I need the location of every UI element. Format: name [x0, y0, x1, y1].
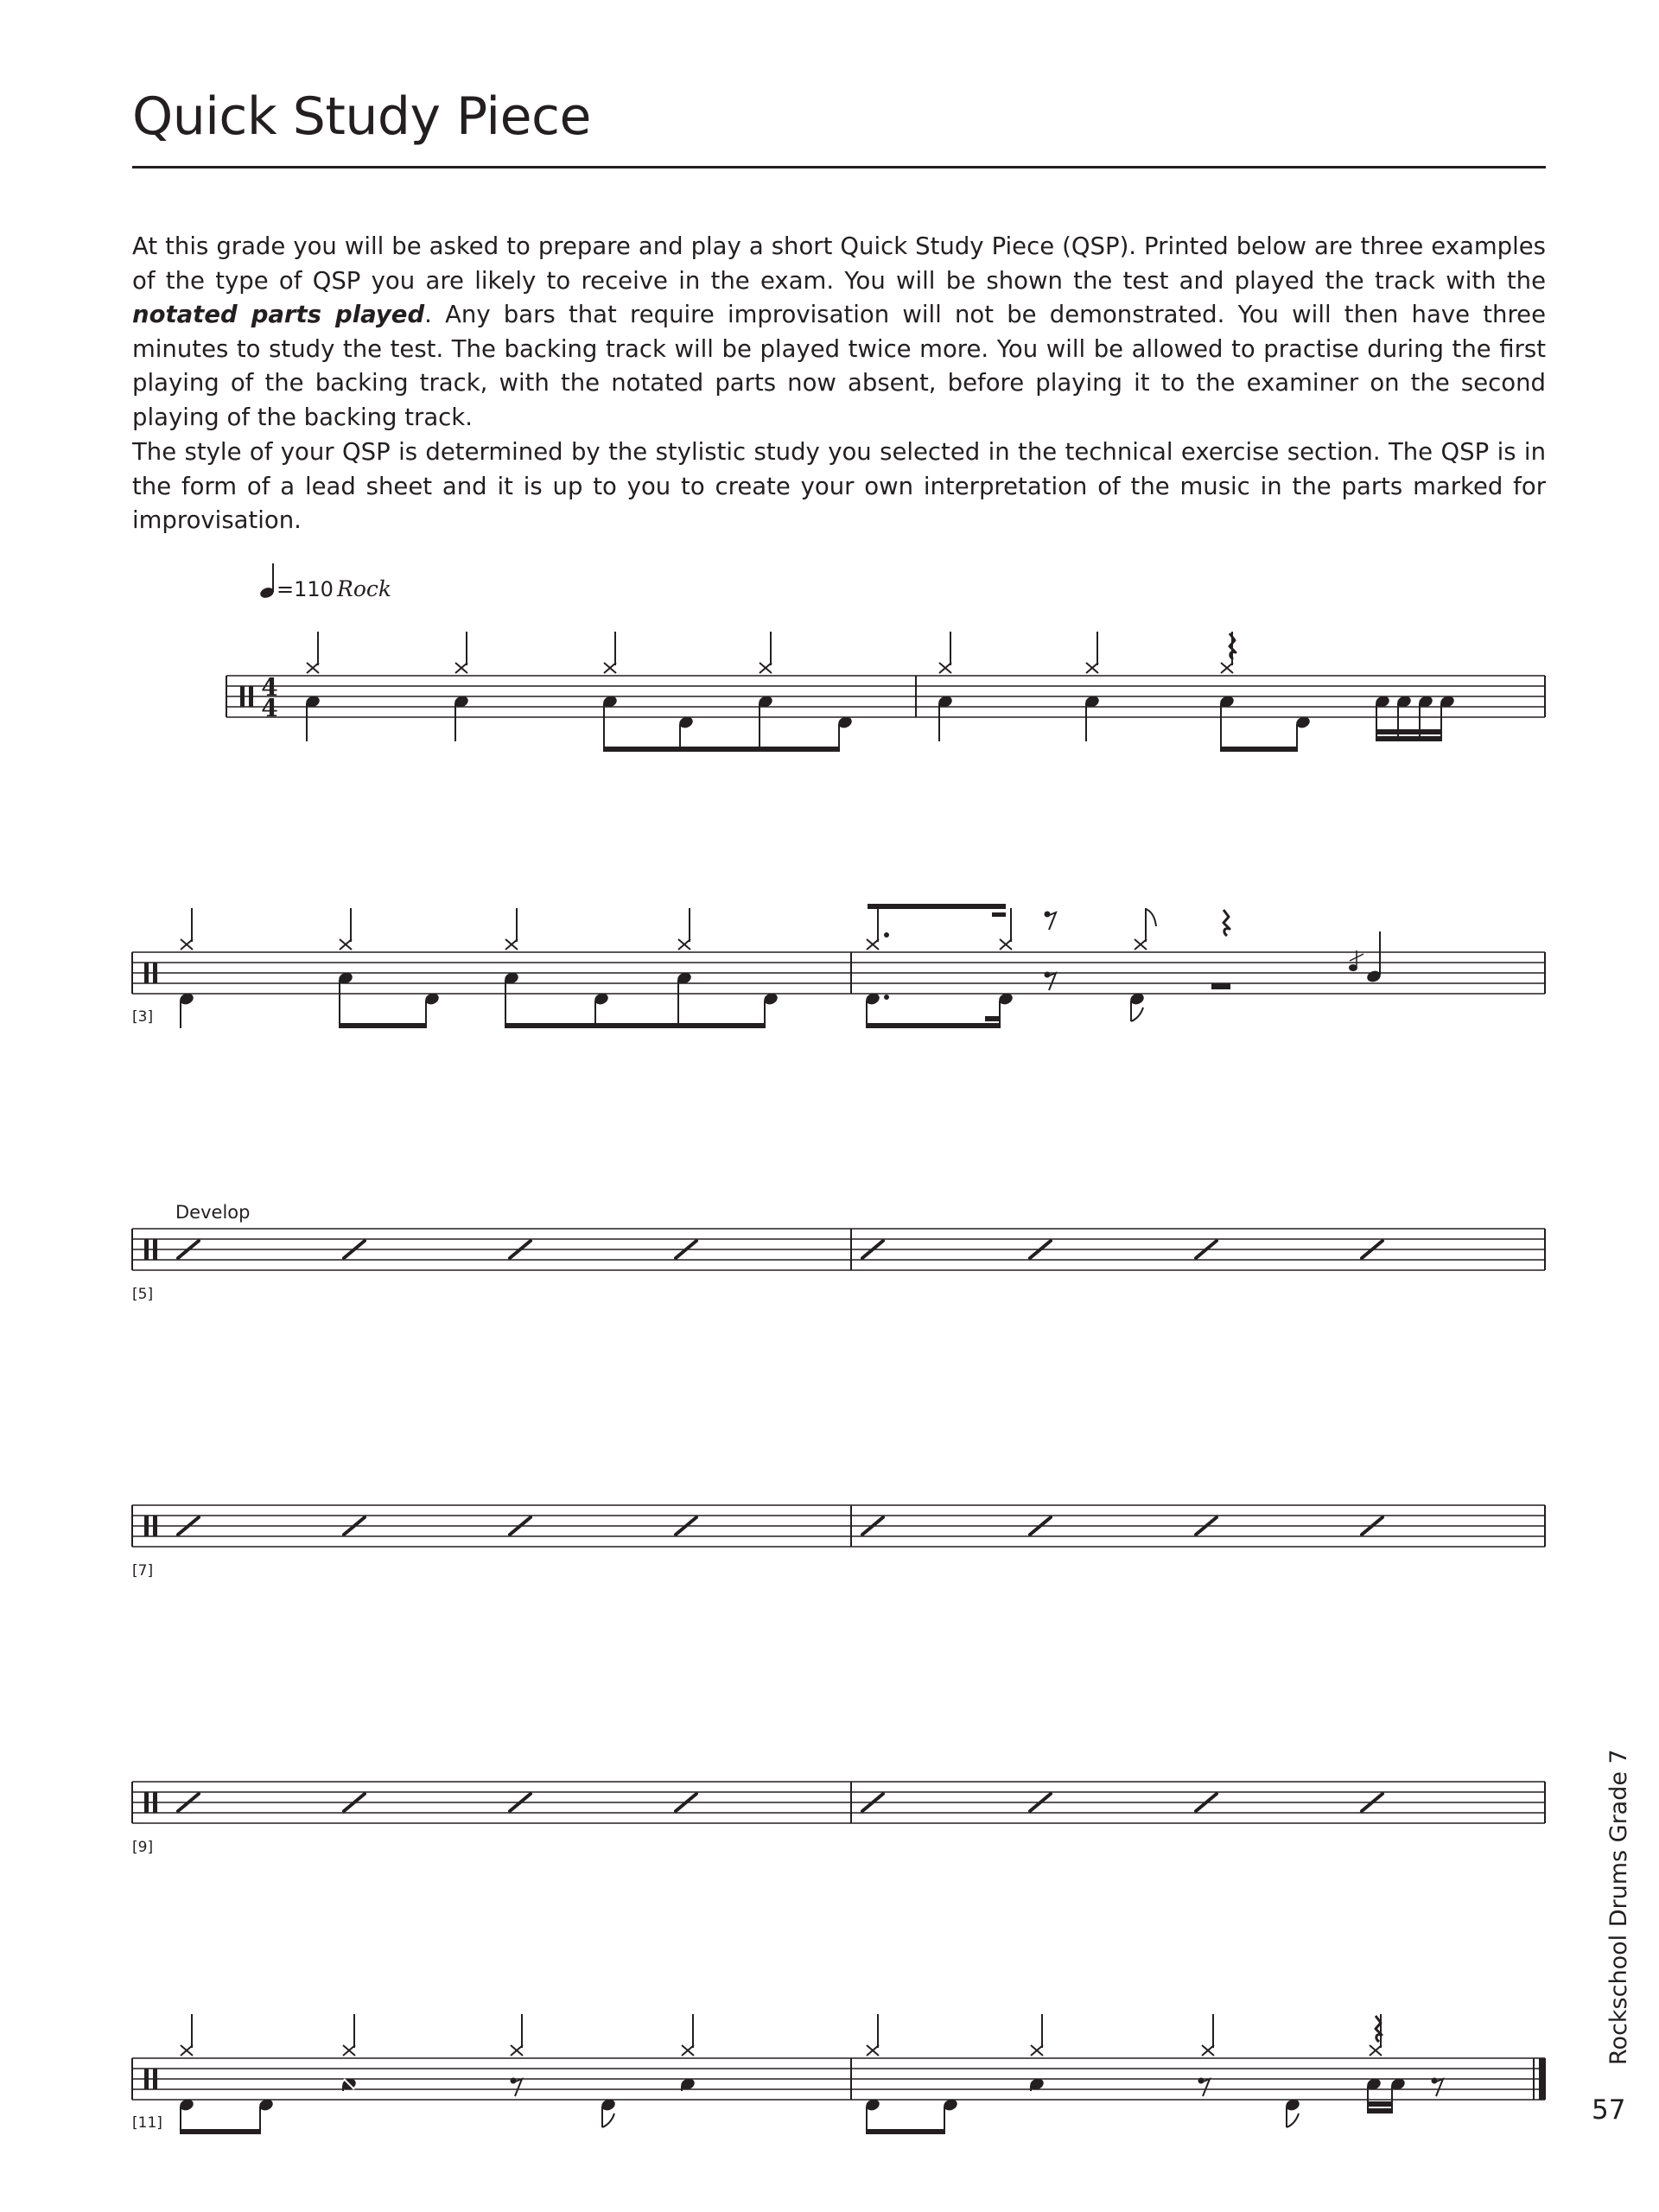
beam: [992, 912, 1006, 917]
flag: [1287, 2113, 1299, 2127]
develop-label: Develop: [175, 1202, 251, 1223]
system-3: [132, 1202, 1545, 1303]
staff-lines: [132, 952, 1545, 994]
beam: [1376, 729, 1442, 734]
system-3-staff: [132, 1229, 1545, 1270]
hihat-cross: [1221, 663, 1233, 673]
beam: [985, 1016, 1001, 1021]
percussion-clef: [144, 1516, 149, 1536]
style-text: Rock: [337, 576, 392, 601]
hihat-cross: [343, 2045, 355, 2056]
hihat-cross: [678, 939, 690, 950]
hihat-cross: [511, 2045, 523, 2056]
hihat-cross: [682, 2045, 694, 2056]
beam: [505, 1023, 766, 1028]
book-title-sidebar: Rockschool Drums Grade 7: [1605, 1749, 1632, 2065]
hihat-cross: [604, 663, 616, 673]
beam: [868, 904, 1006, 909]
hihat-cross: [455, 663, 467, 673]
system-1: [226, 563, 1545, 752]
page-number: 57: [1592, 2094, 1626, 2126]
hihat-cross: [1000, 939, 1012, 950]
hihat-cross: [1135, 939, 1147, 950]
flag: [1146, 909, 1156, 926]
percussion-clef: [144, 1239, 149, 1260]
beam: [1368, 2101, 1393, 2107]
percussion-clef: [144, 1792, 149, 1813]
system-4: [132, 1505, 1545, 1580]
beam: [867, 1023, 1001, 1028]
hihat-cross: [939, 663, 951, 673]
hihat-cross: [181, 939, 193, 950]
hihat-cross: [760, 663, 772, 673]
beam: [760, 747, 840, 752]
quarter-rest: [1224, 910, 1230, 936]
time-signature-bottom: 4: [261, 694, 278, 722]
hihat-cross: [867, 939, 879, 950]
hihat-cross: [1370, 2045, 1382, 2056]
intro-text-1: At this grade you will be asked to prepare and play a short Quick Study Piece (QSP). Printed below are three examples of the type of QSP you are likely to receive in the exam. You will be shown the test and played the track with the: [132, 232, 1546, 295]
dot: [884, 995, 889, 1000]
beam: [867, 2129, 945, 2134]
dot: [884, 932, 889, 938]
system-1-notes: [304, 632, 1455, 752]
beam: [1368, 2108, 1393, 2113]
flag: [602, 2113, 614, 2127]
tempo-text: =110: [276, 577, 334, 601]
tempo-marking: [259, 563, 391, 601]
bar-number: [9]: [132, 1839, 154, 1856]
hihat-cross: [1031, 2045, 1043, 2056]
system-5: [132, 1782, 1545, 1856]
system-4-staff: [132, 1505, 1545, 1547]
hihat-cross: [1202, 2045, 1214, 2056]
staff-lines: [226, 676, 1545, 717]
bar-number: [11]: [132, 2114, 162, 2132]
bar-number: [3]: [132, 1008, 154, 1026]
eighth-rest: [1047, 973, 1056, 990]
eighth-rest: [513, 2079, 522, 2096]
beam: [1221, 747, 1298, 752]
percussion-clef: [153, 1516, 157, 1536]
bar-number: [5]: [132, 1286, 154, 1303]
system-6: [132, 2014, 1546, 2134]
eighth-rest: [1047, 912, 1056, 930]
hihat-cross: [505, 939, 518, 950]
time-signature-top: 4: [261, 673, 278, 702]
hihat-cross: [1086, 663, 1098, 673]
beam: [604, 747, 760, 752]
hihat-cross: [340, 939, 352, 950]
percussion-clef: [153, 1239, 157, 1260]
hihat-cross: [867, 2045, 879, 2056]
time-signature: [261, 673, 277, 722]
final-barline-thick: [1539, 2058, 1546, 2100]
beam: [340, 1023, 427, 1028]
hihat-cross: [181, 2045, 193, 2056]
eighth-rest: [1201, 2079, 1210, 2096]
system-2: [132, 904, 1545, 1028]
flag: [1131, 1007, 1143, 1021]
hihat-cross: [307, 663, 319, 673]
system-6-notes: [178, 2014, 1443, 2134]
intro-text-2: . Any bars that require improvisation will not be demonstrated. You will then have three minutes to study the test. The backing track will be played twice more. You will be allowed to practise during the first playing of the backing track, with the notated parts now absent, before playing it to the examiner on the second playing of the backing track.: [132, 301, 1546, 431]
percussion-clef: [153, 1792, 157, 1813]
system-5-staff: [132, 1782, 1545, 1823]
half-rest: [1211, 983, 1230, 989]
system-2-notes: [178, 904, 1382, 1028]
page-title: Quick Study Piece: [132, 86, 591, 147]
beam: [181, 2129, 261, 2134]
style-paragraph: The style of your QSP is determined by the stylistic study you selected in the technical exercise section. The QSP is in the form of a lead sheet and it is up to you to create your own interpretation of the music in the parts marked for improvisation.: [132, 438, 1546, 535]
bar-number: [7]: [132, 1562, 154, 1580]
beam: [1376, 736, 1442, 741]
intro-emphasis: notated parts played: [132, 301, 425, 329]
eighth-rest: [1434, 2079, 1443, 2096]
